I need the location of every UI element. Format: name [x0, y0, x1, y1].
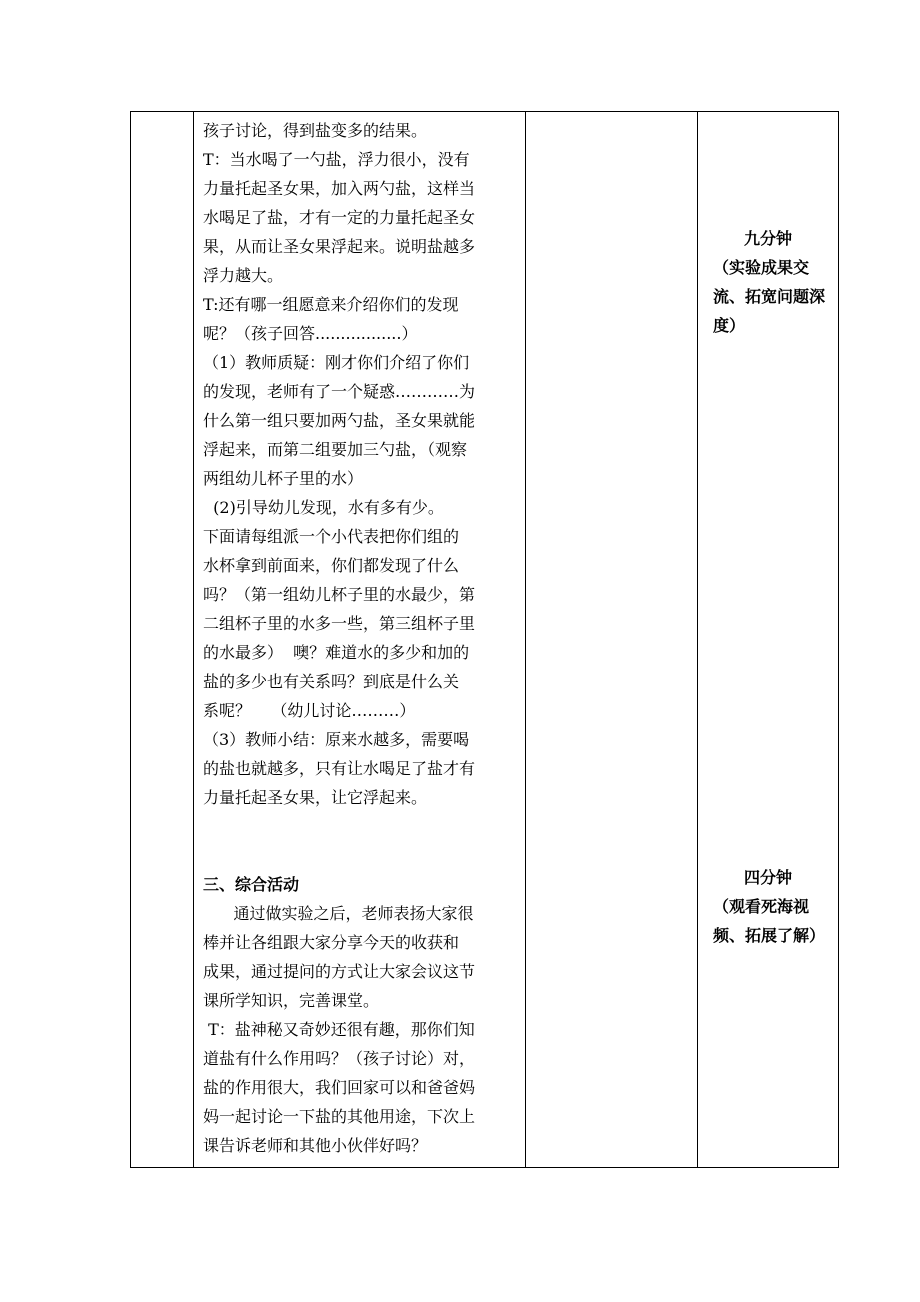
text-line: 什么第一组只要加两勺盐，圣女果就能	[203, 411, 476, 430]
text-line: 力量托起圣女果，让它浮起来。	[203, 788, 428, 807]
section-heading: 三、综合活动	[203, 875, 300, 894]
text-line: 果，从而让圣女果浮起来。说明盐越多	[203, 237, 476, 256]
text-line: 两组幼儿杯子里的水）	[203, 469, 364, 488]
text-line: T:还有哪一组愿意来介绍你们的发现	[203, 295, 459, 314]
duration-label: 九分钟	[743, 229, 792, 248]
duration-note: 度）	[713, 316, 746, 335]
activity-content-cell	[203, 116, 531, 1160]
text-line: 浮起来，而第二组要加三勺盐，（观察	[203, 440, 468, 459]
text-line: 二组杯子里的水多一些，第三组杯子里	[203, 614, 476, 633]
column-divider-1	[193, 112, 194, 1167]
text-line: 棒并让各组跟大家分享今天的收获和	[203, 933, 460, 952]
text-line: 盐的作用很大，我们回家可以和爸爸妈	[203, 1078, 476, 1097]
text-line: 水杯拿到前面来，你们都发现了什么	[203, 556, 460, 575]
text-line: (2)引导幼儿发现，水有多有少。	[203, 498, 444, 517]
text-line: 的盐也就越多，只有让水喝足了盐才有	[203, 759, 476, 778]
text-line: 成果，通过提问的方式让大家会议这节	[203, 962, 476, 981]
text-line: 水喝足了盐，才有一定的力量托起圣女	[203, 208, 476, 227]
duration-note: 流、拓宽问题深	[713, 287, 826, 306]
time-cell-1	[703, 224, 833, 340]
lesson-plan-table	[130, 111, 839, 1168]
text-line: 通过做实验之后，老师表扬大家很	[203, 904, 474, 923]
text-line: T：盐神秘又奇妙还很有趣，那你们知	[203, 1020, 475, 1039]
text-line: 浮力越大。	[203, 266, 284, 285]
column-divider-3	[697, 112, 698, 1167]
text-line: 的发现，老师有了一个疑惑…………为	[203, 382, 476, 401]
duration-note: （观看死海视	[713, 897, 810, 916]
spacer	[203, 812, 531, 870]
text-line: 妈一起讨论一下盐的其他用途，下次上	[203, 1107, 476, 1126]
text-line: 系呢？ （幼儿讨论………）	[203, 701, 416, 720]
text-line: 的水最多） 噢？难道水的多少和加的	[203, 643, 470, 662]
text-line: 盐的多少也有关系吗？到底是什么关	[203, 672, 460, 691]
duration-note: 频、拓展了解）	[713, 926, 826, 945]
text-line: 下面请每组派一个小代表把你们组的	[203, 527, 460, 546]
text-line: 呢？（孩子回答.................）	[203, 324, 418, 343]
text-line: T：当水喝了一勺盐，浮力很小，没有	[203, 150, 470, 169]
text-line: 吗？（第一组幼儿杯子里的水最少，第	[203, 585, 476, 604]
duration-note: （实验成果交	[713, 258, 810, 277]
text-line: 道盐有什么作用吗？（孩子讨论）对，	[203, 1049, 476, 1068]
text-line: 课告诉老师和其他小伙伴好吗？	[203, 1136, 428, 1155]
text-line: 课所学知识，完善课堂。	[203, 991, 380, 1010]
text-line: （1）教师质疑：刚才你们介绍了你们	[203, 353, 470, 372]
time-cell-2	[703, 863, 833, 950]
duration-label: 四分钟	[743, 868, 792, 887]
text-line: 力量托起圣女果，加入两勺盐，这样当	[203, 179, 476, 198]
text-line: 孩子讨论，得到盐变多的结果。	[203, 121, 428, 140]
text-line: （3）教师小结：原来水越多，需要喝	[203, 730, 470, 749]
